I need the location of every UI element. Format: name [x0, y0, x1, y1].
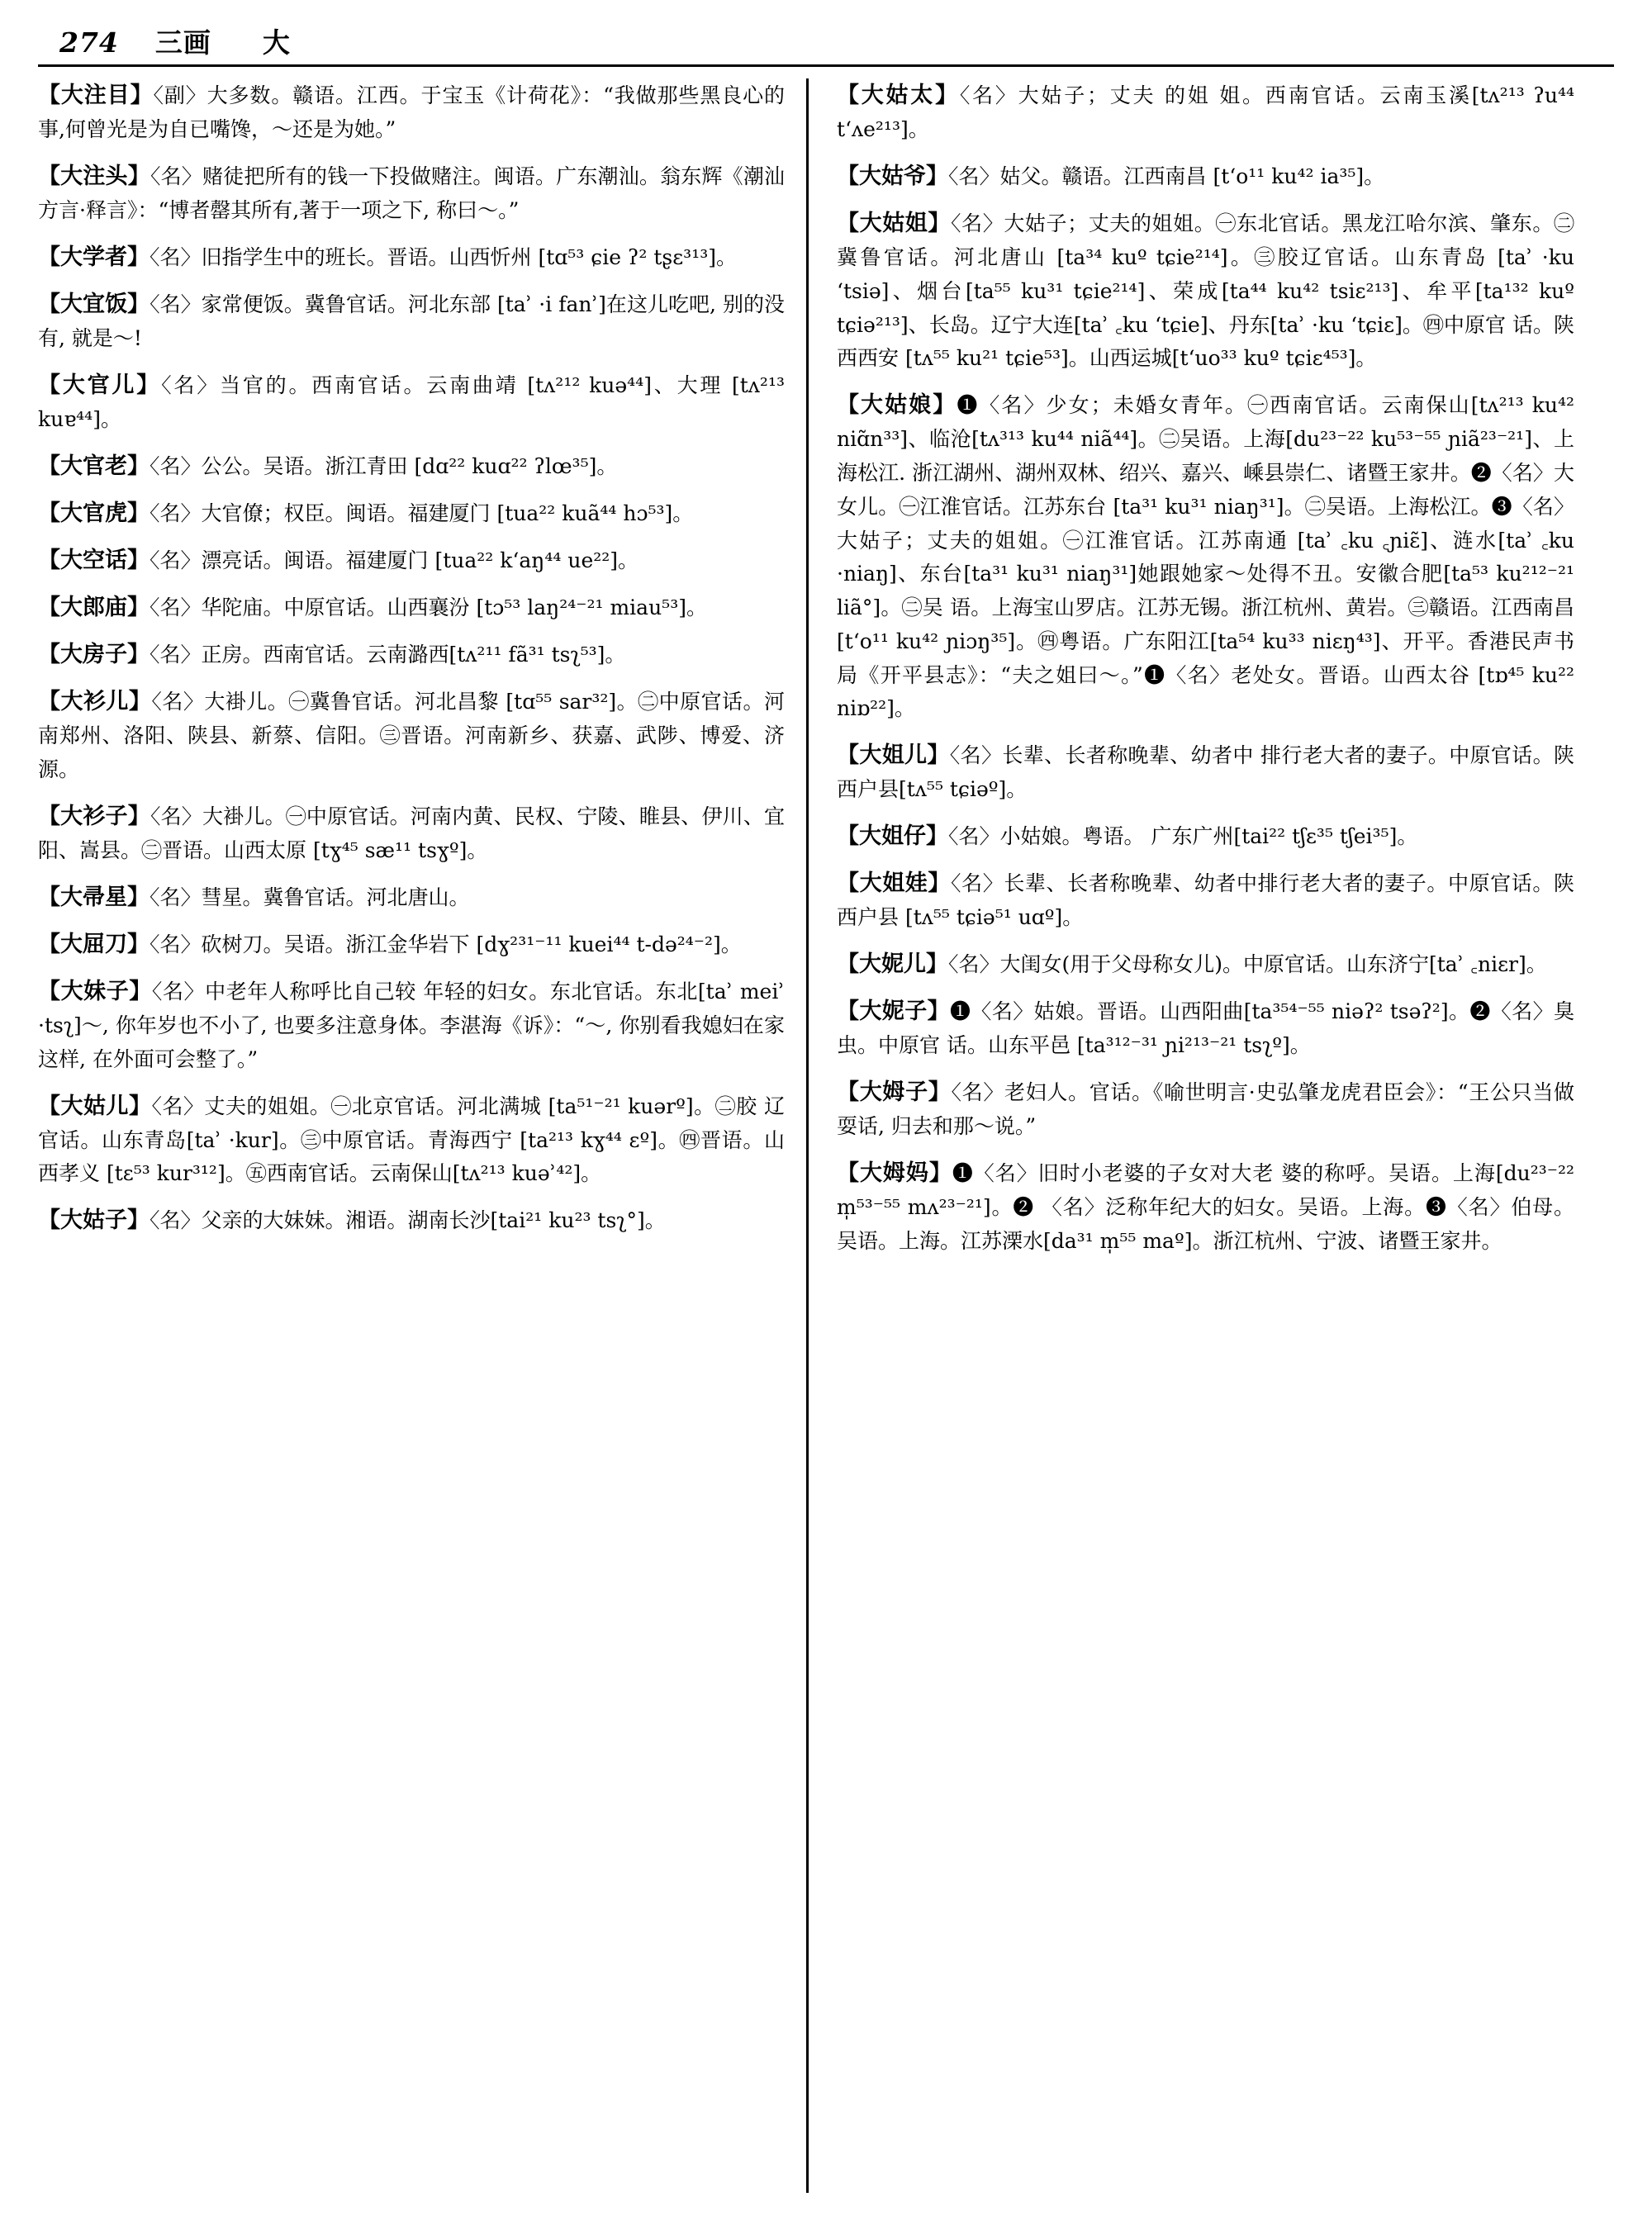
entry-headword: 【大妮儿】 — [837, 951, 948, 978]
page-columns — [38, 78, 1614, 2193]
entry-body: 〈副〉大多数。赣语。江西。于宝玉《计荷花》：“我做那些黑良心的事,何曾光是为自已嘴馋，～还是为她。” — [38, 83, 785, 142]
page-number: 274 — [59, 26, 119, 59]
entry-body: 〈名〉正房。西南官话。云南潞西[tʌ²¹¹ fã³¹ tsʅ⁵³]。 — [150, 643, 626, 667]
dictionary-entry — [837, 206, 1574, 376]
entry-body: ❶〈名〉姑娘。晋语。山西阳曲[ta³⁵⁴⁻⁵⁵ niəʔ² tsəʔ²]。❷〈名〉臭虫。中原官 话。山东平邑 [ta³¹²⁻³¹ ɲi²¹³⁻²¹ tsʅº]。 — [837, 999, 1575, 1058]
entry-headword: 【大注头】 — [38, 163, 150, 189]
dictionary-entry — [38, 1203, 785, 1238]
entry-body: 〈名〉大姑子；丈夫 的姐 姐。西南官话。云南玉溪[tʌ²¹³ ʔu⁴⁴ tʻʌe²¹³]。 — [837, 83, 1574, 142]
entry-headword: 【大屈刀】 — [38, 931, 150, 957]
entry-body: ❶〈名〉旧时小老婆的子女对大老 婆的称呼。吴语。上海[du²³⁻²² m̩⁵³⁻⁵⁵ mʌ²³⁻²¹]。❷ 〈名〉泛称年纪大的妇女。吴语。上海。❸〈名〉伯母。吴语。上海。江苏溧水[da³¹ m̩⁵⁵ maº]。浙江杭州、宁波、诸暨王家井。 — [837, 1160, 1575, 1253]
entry-headword: 【大衫子】 — [38, 803, 150, 829]
entry-body: 〈名〉大褂儿。㊀中原官话。河南内黄、民权、宁陵、睢县、伊川、宜阳、嵩县。㊁晋语。山西太原 [tɣ⁴⁵ sæ¹¹ tsɣº]。 — [38, 804, 785, 862]
entry-body: 〈名〉老妇人。官话。《喻世明言·史弘肇龙虎君臣会》：“王公只当做耍话, 归去和那～说。” — [837, 1080, 1575, 1139]
entry-headword: 【大衫儿】 — [38, 689, 152, 715]
entry-headword: 【大房子】 — [38, 642, 150, 668]
header-rule — [38, 64, 1614, 67]
dictionary-entry — [837, 1156, 1574, 1259]
dictionary-entry — [38, 543, 785, 578]
dictionary-entry — [38, 591, 785, 625]
dictionary-entry — [837, 388, 1574, 726]
entry-body: 〈名〉赌徒把所有的钱一下投做赌注。闽语。广东潮汕。翁东辉《潮汕方言·释言》：“博者罄其所有,著于一项之下, 称曰～。” — [38, 164, 785, 222]
entry-headword: 【大官儿】 — [38, 372, 162, 398]
entry-body: 〈名〉中老年人称呼比自己较 年轻的妇女。东北官话。东北[taʾ meiʾ ·tsʅ]～, 你年岁也不小了, 也要多注意身体。李湛海《诉》：“～, 你别看我媳妇在家这样, 在外面可会整了。” — [38, 979, 785, 1071]
entry-body: 〈名〉大官僚；权臣。闽语。福建厦门 [tua²² kuã⁴⁴ hɔ⁵³]。 — [150, 501, 694, 525]
dictionary-entry — [38, 240, 785, 275]
entry-body: 〈名〉大闺女(用于父母称女儿)。中原官话。山东济宁[taʾ ꜀niɛr]。 — [948, 952, 1547, 977]
dictionary-entry — [837, 78, 1574, 147]
entry-headword: 【大官虎】 — [38, 500, 150, 526]
entry-body: 〈名〉家常便饭。冀鲁官话。河北东部 [taʾ ·i fanʾ]在这儿吃吧, 别的没有, 就是～! — [38, 292, 785, 350]
entry-body: 〈名〉当官的。西南官话。云南曲靖 [tʌ²¹² kuə⁴⁴]、大理 [tʌ²¹³ kuɐ⁴⁴]。 — [38, 372, 785, 431]
entry-body: 〈名〉丈夫的姐姐。㊀北京官话。河北满城 [ta⁵¹⁻²¹ kuərº]。㊁胶 辽官话。山东青岛[taʾ ·kur]。㊂中原官话。青海西宁 [ta²¹³ kɣ⁴⁴ ɛº]。㊃晋语。山西孝义 [tɛ⁵³ kur³¹²]。㊄西南官话。云南保山[tʌ²¹³ kuəʾ⁴²]。 — [38, 1094, 785, 1186]
dictionary-entry — [38, 799, 785, 868]
entry-headword: 【大注目】 — [38, 83, 154, 108]
entry-headword: 【大姑子】 — [38, 1208, 150, 1234]
entry-headword: 【大姐儿】 — [837, 743, 950, 769]
entry-headword: 【大姑儿】 — [38, 1093, 152, 1119]
dictionary-entry — [38, 880, 785, 915]
dictionary-entry — [837, 159, 1574, 194]
stroke-count-label: 三画 — [154, 26, 211, 59]
dictionary-entry — [38, 638, 785, 672]
entry-body: 〈名〉砍树刀。吴语。浙江金华岩下 [dɣ²³¹⁻¹¹ kuei⁴⁴ t-də²⁴⁻²]。 — [150, 932, 742, 956]
entry-body: 〈名〉公公。吴语。浙江青田 [dɑ²² kuɑ²² ʔlœ³⁵]。 — [150, 453, 618, 478]
entry-headword: 【大姑爷】 — [837, 163, 948, 189]
dictionary-entry — [38, 287, 785, 356]
dictionary-entry — [38, 685, 785, 787]
dictionary-entry — [837, 994, 1574, 1063]
dictionary-entry — [837, 738, 1574, 807]
dictionary-entry — [38, 975, 785, 1077]
entry-body: 〈名〉长辈、长者称晚辈、幼者中排行老大者的妻子。中原官话。陕西户县 [tʌ⁵⁵ tɕiə⁵¹ uɑº]。 — [837, 871, 1574, 930]
entry-headword: 【大姆子】 — [837, 1079, 952, 1105]
entry-headword: 【大姑姐】 — [837, 210, 952, 236]
dictionary-entry — [837, 947, 1574, 982]
right-column — [806, 78, 1574, 2193]
entry-body: ❶〈名〉少女；未婚女青年。㊀西南官话。云南保山[tʌ²¹³ ku⁴² niɑ̃n³³]、临沧[tʌ³¹³ ku⁴⁴ niã⁴⁴]。㊁吴语。上海[du²³⁻²² ku⁵³⁻⁵⁵ ɲiã²³⁻²¹]、上海松江. 浙江湖州、湖州双林、绍兴、嘉兴、嵊县崇仁、诸暨王家井。❷〈名〉大女儿。㊀江淮官话。江苏东台 [ta³¹ ku³¹ niaŋ³¹]。㊁吴语。上海松江。❸〈名〉大姑子；丈夫的姐姐。㊀江淮官话。江苏南通 [taʾ ꜀ku ꜀ɲiɛ̃]、涟水[taʾ ꜀ku ·niaŋ]、东台[ta³¹ ku³¹ niaŋ³¹]她跟她家～处得不丑。安徽合肥[ta⁵³ ku²¹²⁻²¹ liã°]。㊁吴 语。上海宝山罗店。江苏无锡。浙江杭州、黄岩。㊂赣语。江西南昌 [tʻo¹¹ ku⁴² ɲiɔŋ³⁵]。㊃粤语。广东阳江[ta⁵⁴ ku³³ niɛŋ⁴³]、开平。香港民声书局《开平县志》：“夫之姐曰～。”❶〈名〉老处女。晋语。山西太谷 [tɒ⁴⁵ ku²² niɒ²²]。 — [837, 393, 1575, 721]
entry-body: 〈名〉彗星。冀鲁官话。河北唐山。 — [150, 885, 470, 909]
entry-headword: 【大帚星】 — [38, 884, 150, 910]
page-header — [38, 21, 1614, 59]
entry-headword: 【大姑娘】 — [837, 392, 957, 419]
entry-body: 〈名〉父亲的大妹妹。湘语。湖南长沙[tai²¹ ku²³ tsʅ°]。 — [150, 1208, 666, 1233]
dictionary-entry — [38, 496, 785, 531]
entry-body: 〈名〉大姑子；丈夫的姐姐。㊀东北官话。黑龙江哈尔滨、肇东。㊁冀鲁官话。河北唐山 [ta³⁴ kuº tɕie²¹⁴]。㊂胶辽官话。山东青岛 [taʾ ·ku ʻtsiə]、烟台[ta⁵⁵ ku³¹ tɕie²¹⁴]、荣成[ta⁴⁴ ku⁴² tsiɛ²¹³]、牟平[ta¹³² kuº tɕiə²¹³]、长岛。辽宁大连[taʾ ꜀ku ʻtɕie]、丹东[taʾ ·ku ʻtɕiɛ]。㊃中原官 话。陕西西安 [tʌ⁵⁵ ku²¹ tɕie⁵³]。山西运城[tʻuo³³ kuº tɕiɛ⁴⁵³]。 — [837, 211, 1574, 371]
entry-headword: 【大妮子】 — [837, 999, 951, 1025]
dictionary-entry — [837, 866, 1574, 935]
dictionary-entry — [38, 1089, 785, 1192]
entry-headword: 【大姐娃】 — [837, 871, 952, 897]
entry-headword: 【大姐仔】 — [837, 823, 948, 850]
entry-body: 〈名〉姑父。赣语。江西南昌 [tʻo¹¹ ku⁴² ia³⁵]。 — [948, 164, 1385, 188]
entry-headword: 【大官老】 — [38, 453, 150, 479]
entry-headword: 【大妹子】 — [38, 978, 152, 1004]
dictionary-entry — [38, 78, 785, 147]
entry-body: 〈名〉大褂儿。㊀冀鲁官话。河北昌黎 [tɑ⁵⁵ sar³²]。㊁中原官话。河南郑州、洛阳、陕县、新蔡、信阳。㊂晋语。河南新乡、获嘉、武陟、博爱、济源。 — [38, 690, 785, 782]
dictionary-entry — [837, 1075, 1574, 1144]
dictionary-entry — [38, 928, 785, 962]
entry-body: 〈名〉华陀庙。中原官话。山西襄汾 [tɔ⁵³ laŋ²⁴⁻²¹ miau⁵³]。 — [150, 595, 707, 619]
entry-headword: 【大郎庙】 — [38, 594, 150, 620]
entry-body: 〈名〉旧指学生中的班长。晋语。山西忻州 [tɑ⁵³ ɕie ʔ² tʂɛ³¹³]。 — [150, 244, 738, 269]
left-column — [38, 78, 806, 2193]
dictionary-entry — [38, 159, 785, 228]
entry-headword: 【大姆妈】 — [837, 1160, 952, 1186]
radical-label: 大 — [262, 26, 291, 59]
entry-body: 〈名〉小姑娘。粤语。 广东广州[tai²² tʃɛ³⁵ tʃei³⁵]。 — [948, 824, 1418, 849]
entry-headword: 【大空话】 — [38, 547, 150, 573]
dictionary-entry — [38, 449, 785, 484]
entry-headword: 【大学者】 — [38, 244, 150, 270]
entry-body: 〈名〉长辈、长者称晚辈、幼者中 排行老大者的妻子。中原官话。陕西户县[tʌ⁵⁵ tɕiəº]。 — [837, 743, 1575, 802]
dictionary-entry — [38, 368, 785, 437]
entry-headword: 【大宜饭】 — [38, 291, 150, 317]
entry-body: 〈名〉漂亮话。闽语。福建厦门 [tua²² kʻaŋ⁴⁴ ue²²]。 — [150, 548, 639, 572]
entry-headword: 【大姑太】 — [837, 83, 960, 108]
dictionary-entry — [837, 819, 1574, 854]
